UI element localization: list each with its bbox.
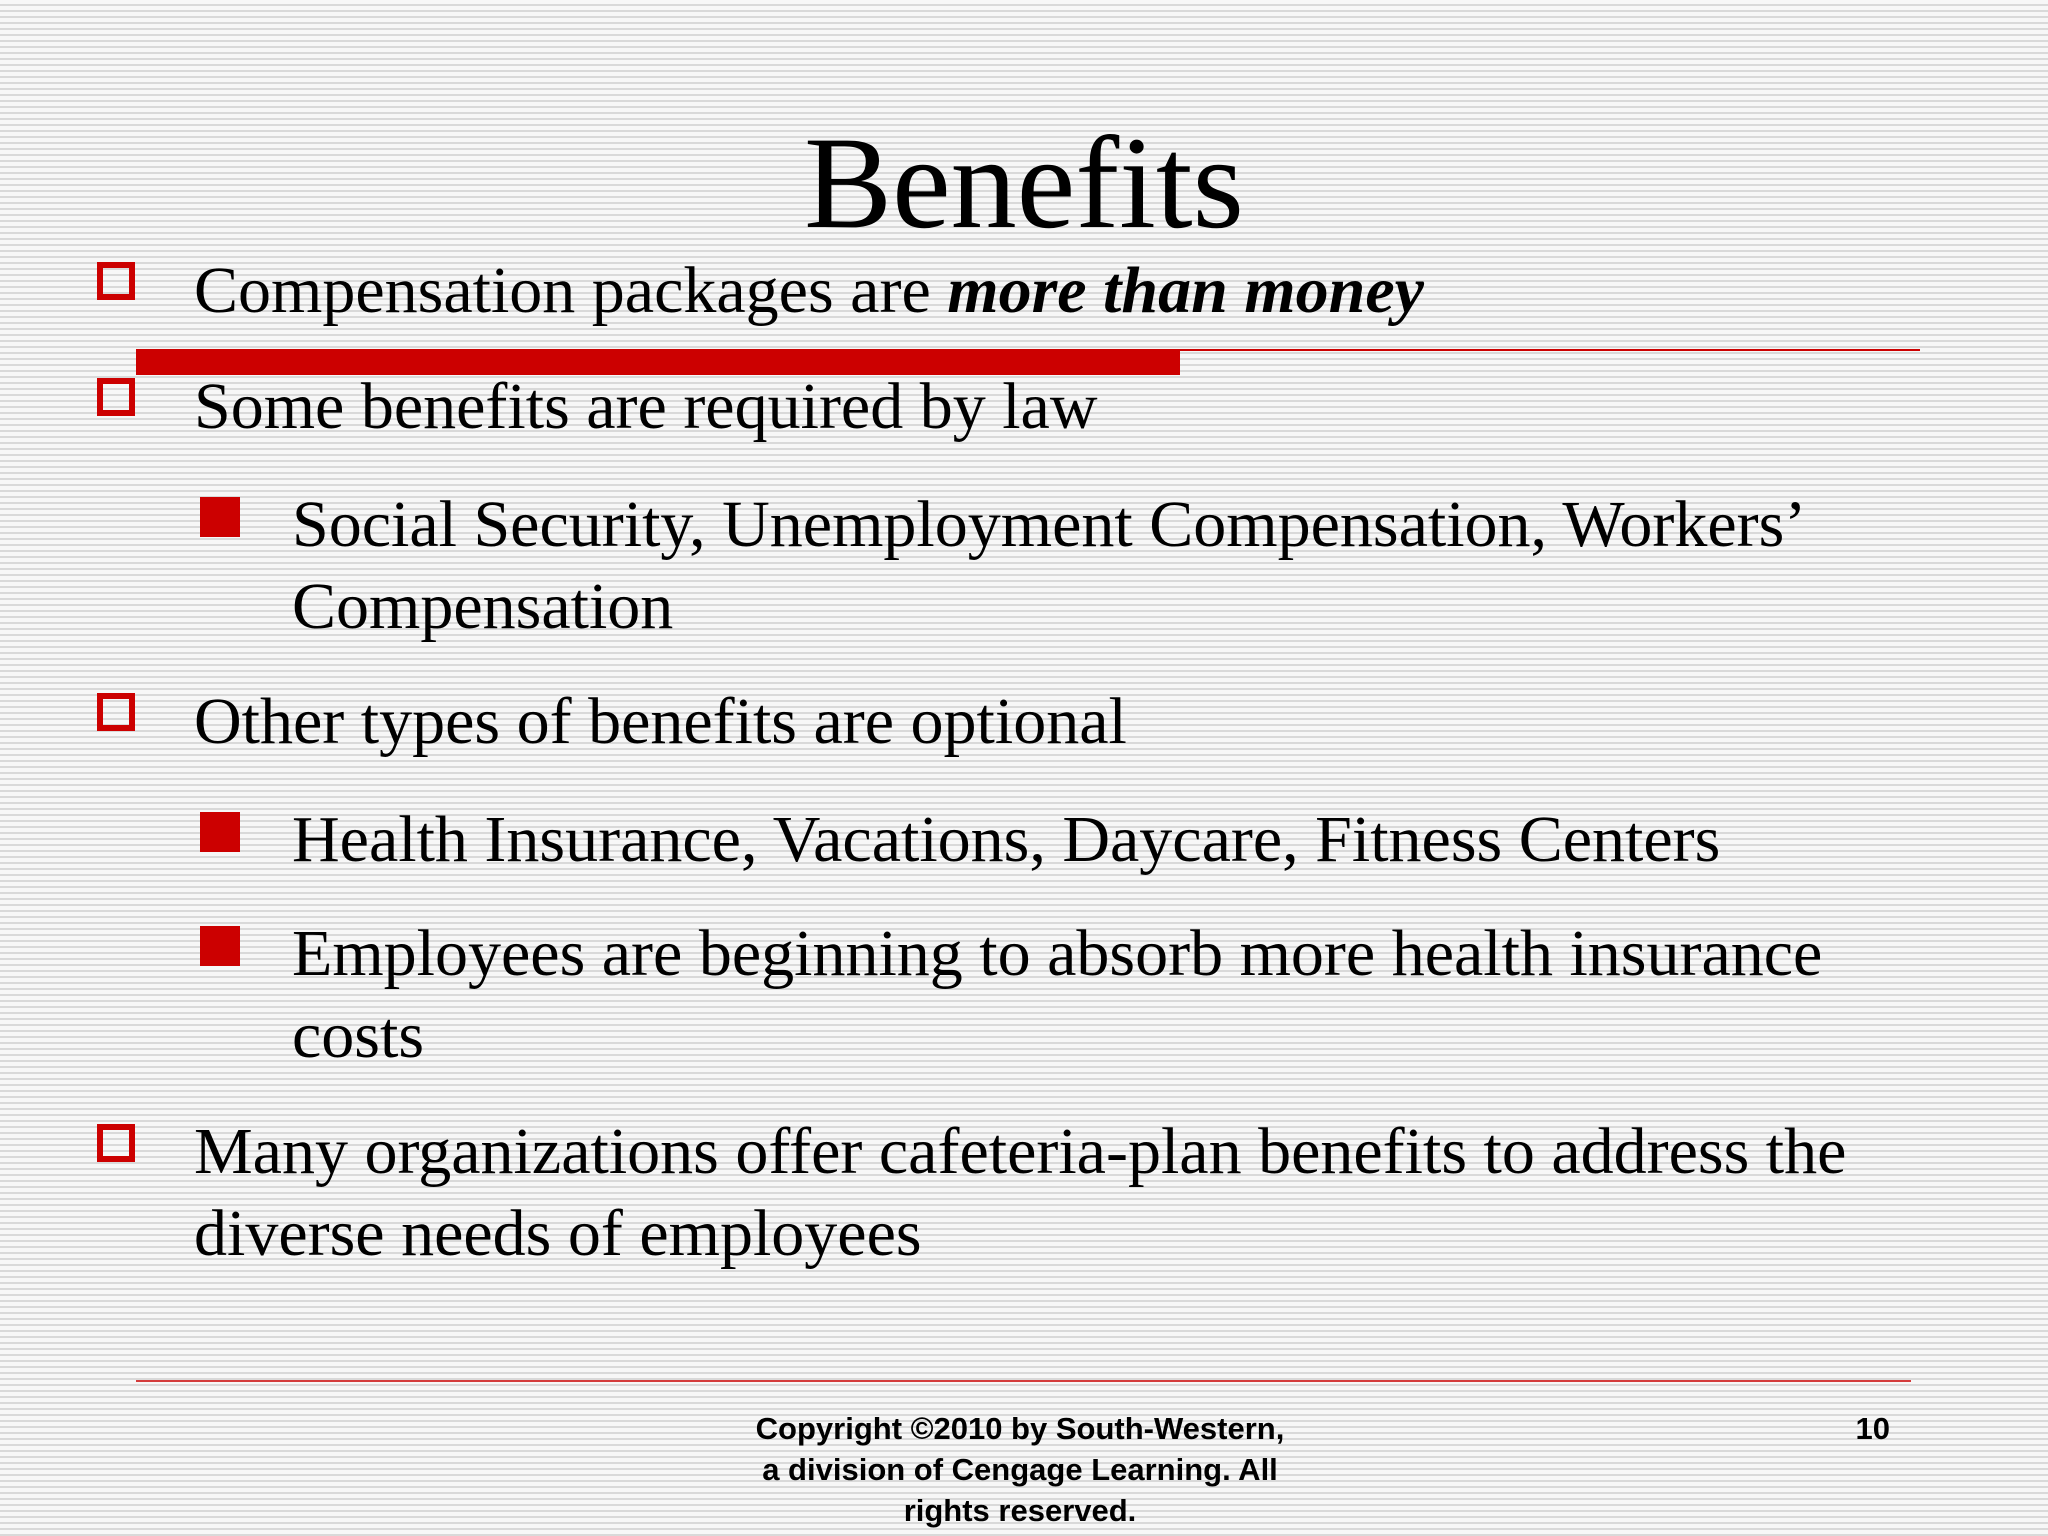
bullet-line: diverse needs of employees bbox=[194, 1197, 922, 1270]
hollow-square-bullet-icon bbox=[97, 378, 135, 416]
page-number: 10 bbox=[1855, 1411, 1890, 1446]
hollow-square-bullet-icon bbox=[97, 1124, 135, 1162]
copyright-line: rights reserved. bbox=[903, 1493, 1137, 1528]
bullet-text: Compensation packages are bbox=[194, 254, 948, 327]
sub-bullet-line: Health Insurance, Vacations, Daycare, Fitness Centers bbox=[292, 803, 1721, 876]
bullet-required-by-law: Some benefits are required by law bbox=[194, 370, 1098, 443]
copyright-notice bbox=[680, 1408, 1360, 1531]
sub-bullet-line: Employees are beginning to absorb more health insurance bbox=[292, 917, 1823, 990]
bullet-compensation-packages bbox=[194, 250, 1424, 332]
filled-square-bullet-icon bbox=[200, 812, 240, 852]
bullet-optional-benefits: Other types of benefits are optional bbox=[194, 685, 1127, 758]
hollow-square-bullet-icon bbox=[97, 693, 135, 731]
slide-title: Benefits bbox=[804, 109, 1244, 256]
sub-bullet-line: Compensation bbox=[292, 570, 674, 643]
bullet-line: Many organizations offer cafeteria-plan benefits to address the bbox=[194, 1115, 1847, 1188]
copyright-line: a division of Cengage Learning. All bbox=[762, 1452, 1278, 1487]
bullet-emphasis: more than money bbox=[947, 254, 1424, 327]
sub-bullet-line: costs bbox=[292, 999, 424, 1072]
hollow-square-bullet-icon bbox=[97, 262, 135, 300]
copyright-line: Copyright ©2010 by South-Western, bbox=[755, 1411, 1285, 1446]
filled-square-bullet-icon bbox=[200, 926, 240, 966]
sub-bullet-line: Social Security, Unemployment Compensation, Workers’ bbox=[292, 488, 1807, 561]
filled-square-bullet-icon bbox=[200, 497, 240, 537]
footer-divider bbox=[136, 1380, 1911, 1382]
